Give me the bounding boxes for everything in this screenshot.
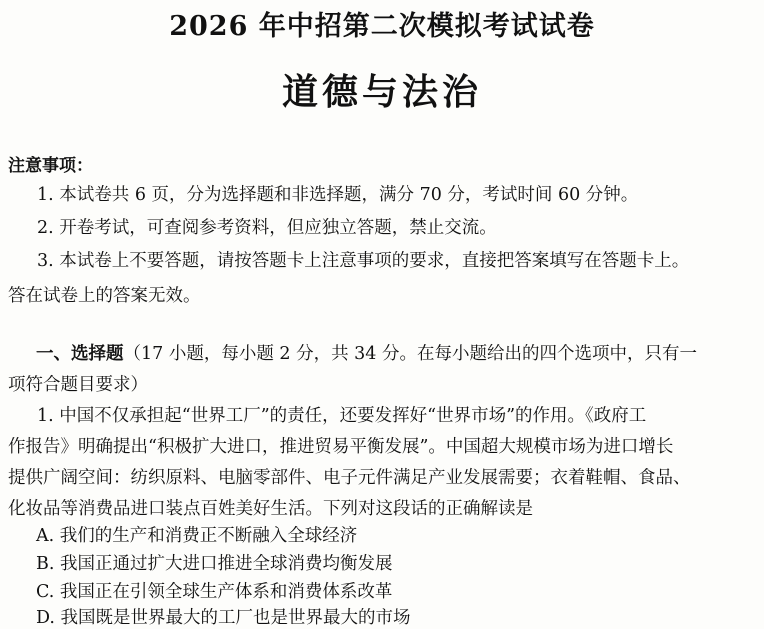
section-1-heading: 一、选择题 <box>36 344 124 364</box>
notice-item-3-continued: 答在试卷上的答案无效。 <box>8 286 201 306</box>
notice-item-1: 1. 本试卷共 6 页，分为选择题和非选择题，满分 70 分，考试时间 60 分钟。 <box>37 185 639 205</box>
section-1-description-continued: 项符合题目要求） <box>8 375 148 395</box>
question-1-option-d: D. 我国既是世界最大的工厂也是世界最大的市场 <box>36 608 411 628</box>
question-1-stem-line-3: 提供广阔空间：纺织原料、电脑零部件、电子元件满足产业发展需要；衣着鞋帽、食品、 <box>8 468 691 488</box>
exam-subject: 道德与法治 <box>281 71 482 113</box>
question-1-option-b: B. 我国正通过扩大进口推进全球消费均衡发展 <box>36 554 393 574</box>
question-1-option-a: A. 我们的生产和消费正不断融入全球经济 <box>36 526 358 546</box>
section-1-intro <box>36 340 697 365</box>
question-1-stem-line-1: 1. 中国不仅承担起“世界工厂”的责任，还要发挥好“世界市场”的作用。《政府工 <box>37 406 647 426</box>
notice-heading: 注意事项： <box>8 156 93 176</box>
section-1-description: （17 小题，每小题 2 分，共 34 分。在每小题给出的四个选项中，只有一 <box>123 344 697 364</box>
question-1-stem-line-4: 化妆品等消费品进口装点百姓美好生活。下列对这段话的正确解读是 <box>8 499 533 519</box>
notice-item-3: 3. 本试卷上不要答题，请按答题卡上注意事项的要求，直接把答案填写在答题卡上。 <box>37 251 690 271</box>
exam-title: 2026 年中招第二次模拟考试试卷 <box>169 11 595 42</box>
question-1-stem-line-2: 作报告》明确提出“积极扩大进口，推进贸易平衡发展”。中国超大规模市场为进口增长 <box>8 437 674 457</box>
question-1-option-c: C. 我国正在引领全球生产体系和消费体系改革 <box>36 582 393 602</box>
notice-item-2: 2. 开卷考试，可查阅参考资料，但应独立答题，禁止交流。 <box>37 218 497 238</box>
